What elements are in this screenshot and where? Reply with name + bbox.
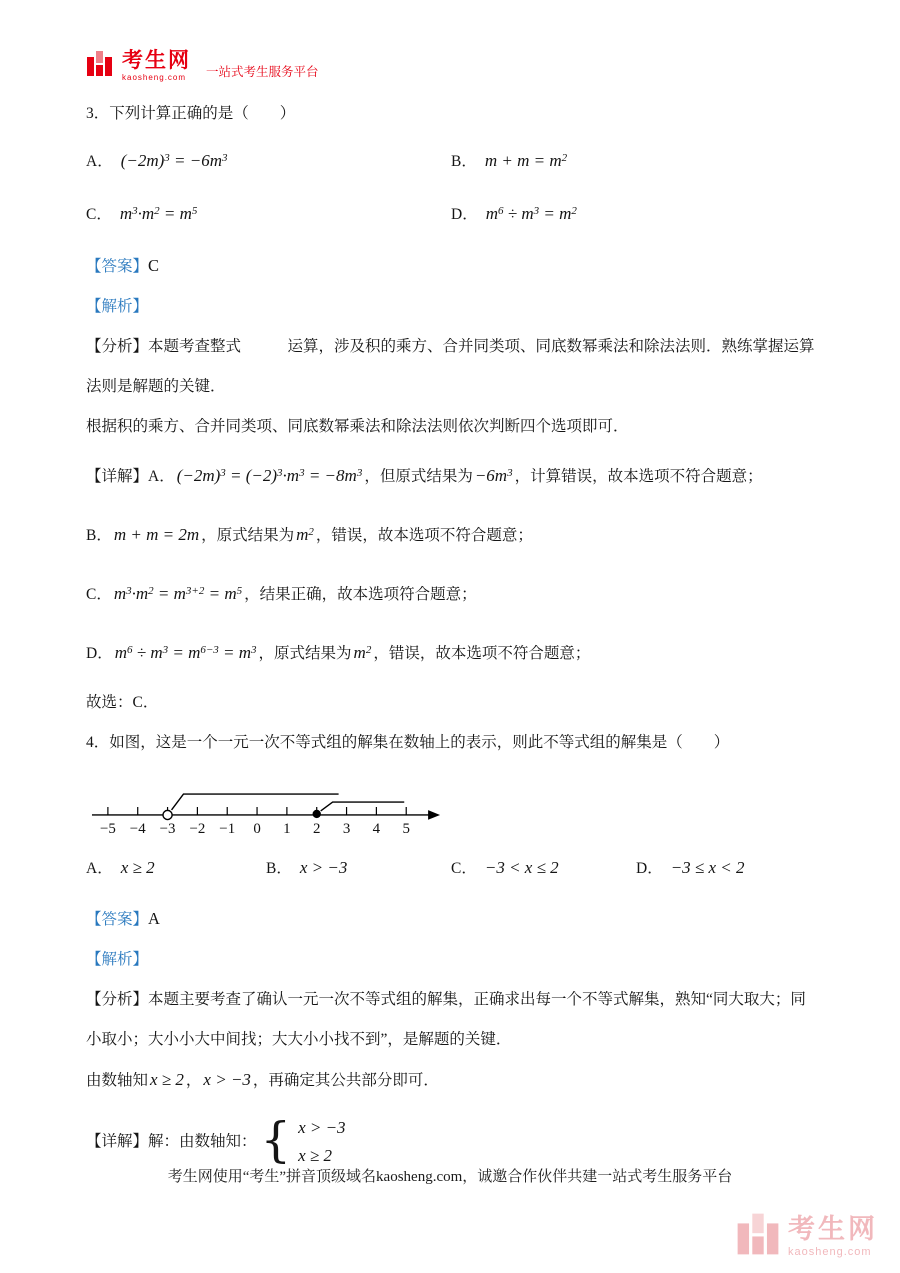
q4-option-c [451, 850, 636, 887]
q4-answer-value: A [148, 909, 160, 928]
svg-text:−2: −2 [189, 820, 206, 837]
q4-option-d-formula: −3 ≤ x < 2 [670, 858, 745, 877]
question-3-stem: 3．下列计算正确的是（ ） [86, 105, 296, 122]
ray-x-geq-2 [321, 802, 405, 811]
svg-text:2: 2 [312, 820, 321, 837]
system-brace: { [260, 1111, 292, 1168]
open-circle-at-neg3 [163, 810, 172, 819]
q4-jiexi-line [86, 940, 816, 980]
brand-domain: kaosheng.com [122, 73, 187, 82]
q4-option-d [636, 850, 747, 887]
q3-option-d-label: D． [451, 206, 478, 223]
q3-answer-label: 【答案】 [86, 258, 149, 275]
svg-text:−5: −5 [99, 820, 116, 837]
q3-option-c-formula: $m^3\cdot m^2 = m^5$ [119, 204, 198, 223]
svg-text:3: 3 [342, 820, 351, 837]
axis-labels [100, 821, 410, 837]
q3-detail-b: B． m + m = 2m ，原式结果为 $m^2$ ，错误，故本选项不符合题意； [86, 525, 533, 544]
q3-analysis: 【分析】本题考查整式 运算，涉及积的乘方、合并同类项、同底数幂乘法和除法法则．熟练掌握运算法则是解题的关键． [86, 338, 815, 395]
q3-jiexi-label: 【解析】 [86, 298, 149, 315]
document-body [0, 82, 900, 1168]
svg-text:−3: −3 [159, 820, 176, 837]
q3-conclusion: 故选：C． [86, 694, 159, 711]
q3-option-d-formula: $m^6 \div m^3 = m^2$ [485, 204, 577, 223]
system-line-2: x ≥ 2 [298, 1146, 332, 1165]
q4-analysis-2: 由数轴知 x ≥ 2 ， x > −3 ，再确定其公共部分即可． [86, 1070, 439, 1089]
q4-option-a-formula: x ≥ 2 [120, 858, 155, 877]
svg-text:−4: −4 [129, 820, 146, 837]
q4-option-b [266, 850, 451, 887]
q4-option-d-label: D． [636, 860, 663, 877]
q4-option-c-formula: −3 < x ≤ 2 [484, 858, 559, 877]
kaosheng-logo-icon [86, 50, 113, 82]
q4-answer-label: 【答案】 [86, 911, 149, 928]
ray-x-greater-neg3 [172, 794, 339, 810]
question-4-stem: 4．如图，这是一个一元一次不等式组的解集在数轴上的表示，则此不等式组的解集是（ ） [86, 734, 730, 751]
watermark-brand-name: 考生网 [788, 1213, 878, 1244]
svg-text:4: 4 [372, 820, 381, 837]
watermark [736, 1212, 878, 1261]
q3-option-c-label: C． [86, 206, 112, 223]
q4-analysis: 【分析】本题主要考查了确认一元一次不等式组的解集，正确求出每一个不等式解集，熟知“同大取大；同小取小；大小小大中间找；大大小小找不到”，是解题的关键． [86, 991, 806, 1048]
q4-detail-prefix: 【详解】解：由数轴知： [86, 1132, 257, 1150]
q3-option-b-formula: $m + m = m^2$ [484, 151, 568, 170]
q4-answer-line [86, 899, 816, 940]
q3-option-c [86, 199, 451, 230]
q3-option-a [86, 146, 451, 177]
brand-name: 考生网 [122, 49, 191, 72]
svg-text:5: 5 [402, 820, 410, 837]
q4-jiexi-label: 【解析】 [86, 951, 149, 968]
q4-option-c-label: C． [451, 860, 477, 877]
q3-option-b-label: B． [451, 153, 477, 170]
q4-option-b-label: B． [266, 860, 292, 877]
q3-answer-line [86, 246, 816, 287]
site-header [0, 0, 900, 82]
svg-text:1: 1 [283, 820, 291, 837]
svg-text:0: 0 [253, 820, 261, 837]
question-3-options [86, 146, 816, 230]
q3-jiexi-line [86, 287, 816, 327]
watermark-brand-domain: kaosheng.com [788, 1245, 872, 1258]
q3-option-a-formula: $(-2m)^3 = -6m^3$ [120, 151, 228, 170]
q3-option-d [451, 199, 816, 230]
system-lines [296, 1115, 348, 1168]
inequality-system [260, 1111, 348, 1168]
q3-option-a-label: A． [86, 153, 113, 170]
closed-dot-at-2 [313, 810, 321, 818]
question-4-options [86, 850, 816, 887]
page-footer-text: 考生网使用“考生”拼音顶级域名kaosheng.com，诚邀合作伙伴共建一站式考生服务平台 [167, 1169, 733, 1185]
axis-arrow-icon [428, 810, 440, 820]
svg-text:−1: −1 [219, 820, 236, 837]
q3-answer-value: C [148, 256, 160, 275]
q4-option-a [86, 850, 266, 887]
watermark-text-block [788, 1213, 878, 1258]
q3-option-b [451, 146, 816, 177]
numberline-svg [88, 773, 446, 837]
q4-option-b-formula: x > −3 [299, 858, 348, 877]
q4-detail-line [86, 1111, 816, 1168]
q3-analysis-2: 根据积的乘方、合并同类项、同底数幂乘法和除法法则依次判断四个选项即可． [86, 418, 629, 435]
numberline-figure [88, 773, 816, 842]
q3-detail-a: 【详解】A． $(-2m)^3 = (-2)^3\cdot m^3 = -8m^3$ ，但原式结果为 $-6m^3$ ，计算错误，故本选项不符合题意； [86, 466, 763, 485]
watermark-logo-icon [736, 1212, 780, 1261]
q3-detail-d: D． $m^6 \div m^3 = m^{6-3} = m^3$ ，原式结果为 $m^2$ ，错误，故本选项不符合题意； [86, 643, 591, 662]
q4-option-a-label: A． [86, 860, 113, 877]
brand-tagline: 一站式考生服务平台 [206, 65, 319, 79]
brand-text-block [122, 50, 191, 82]
axis-ticks [108, 807, 406, 815]
q3-detail-c: C． $m^3\cdot m^2 = m^{3+2} = m^5$ ，结果正确，故本选项符合题意； [86, 584, 477, 603]
system-line-1: x > −3 [298, 1118, 346, 1137]
